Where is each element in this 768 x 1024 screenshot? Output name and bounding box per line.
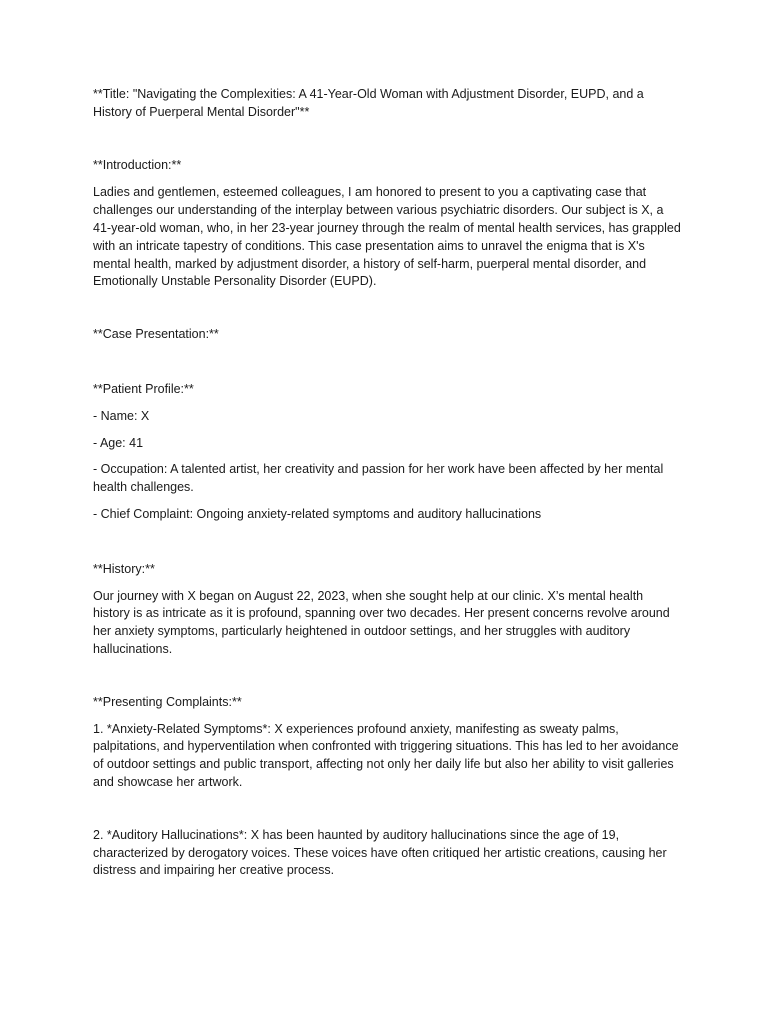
profile-item-name: - Name: X xyxy=(93,408,150,423)
case-presentation-heading: **Case Presentation:** xyxy=(93,327,219,342)
document-body xyxy=(93,86,683,880)
introduction-heading: **Introduction:** xyxy=(93,157,182,172)
profile-item-occupation: - Occupation: A talented artist, her creativity and passion for her work have been affected by her mental health challenges. xyxy=(93,462,664,495)
profile-item-chief-complaint: - Chief Complaint: Ongoing anxiety-related symptoms and auditory hallucinations xyxy=(93,506,542,521)
history-paragraph: Our journey with X began on August 22, 2023, when she sought help at our clinic. X’s mental health history is as intricate as it is profound, spanning over two decades. Her present concerns revolve around her anxiety symptoms, particularly heightened in outdoor settings, and her struggles with auditory hallucinations. xyxy=(93,588,670,656)
patient-profile-heading: **Patient Profile:** xyxy=(93,381,194,396)
profile-item-age: - Age: 41 xyxy=(93,435,144,450)
presenting-complaints-heading: **Presenting Complaints:** xyxy=(93,694,242,709)
complaint-anxiety: 1. *Anxiety-Related Symptoms*: X experiences profound anxiety, manifesting as sweaty palms, palpitations, and hyperventilation when confronted with triggering situations. This has led to her avoidance of outdoor settings and public transport, affecting not only her daily life but also her ability to visit galleries and showcase her artwork. xyxy=(93,721,679,789)
complaint-auditory-hallucinations: 2. *Auditory Hallucinations*: X has been haunted by auditory hallucinations since the age of 19, characterized by derogatory voices. These voices have often critiqued her artistic creations, causing her distress and impairing her creative process. xyxy=(93,827,667,878)
history-heading: **History:** xyxy=(93,561,155,576)
document-title: **Title: "Navigating the Complexities: A 41-Year-Old Woman with Adjustment Disorder, EUPD, and a History of Puerperal Mental Disorder"** xyxy=(93,87,644,119)
introduction-paragraph: Ladies and gentlemen, esteemed colleagues, I am honored to present to you a captivating case that challenges our understanding of the interplay between various psychiatric disorders. Our subject is X, a 41-year-old woman, who, in her 23-year journey through the realm of mental health services, has grappled with an intricate tapestry of conditions. This case presentation aims to unravel the enigma that is X's mental health, marked by adjustment disorder, a history of self-harm, puerperal mental disorder, and Emotionally Unstable Personality Disorder (EUPD). xyxy=(93,185,681,289)
